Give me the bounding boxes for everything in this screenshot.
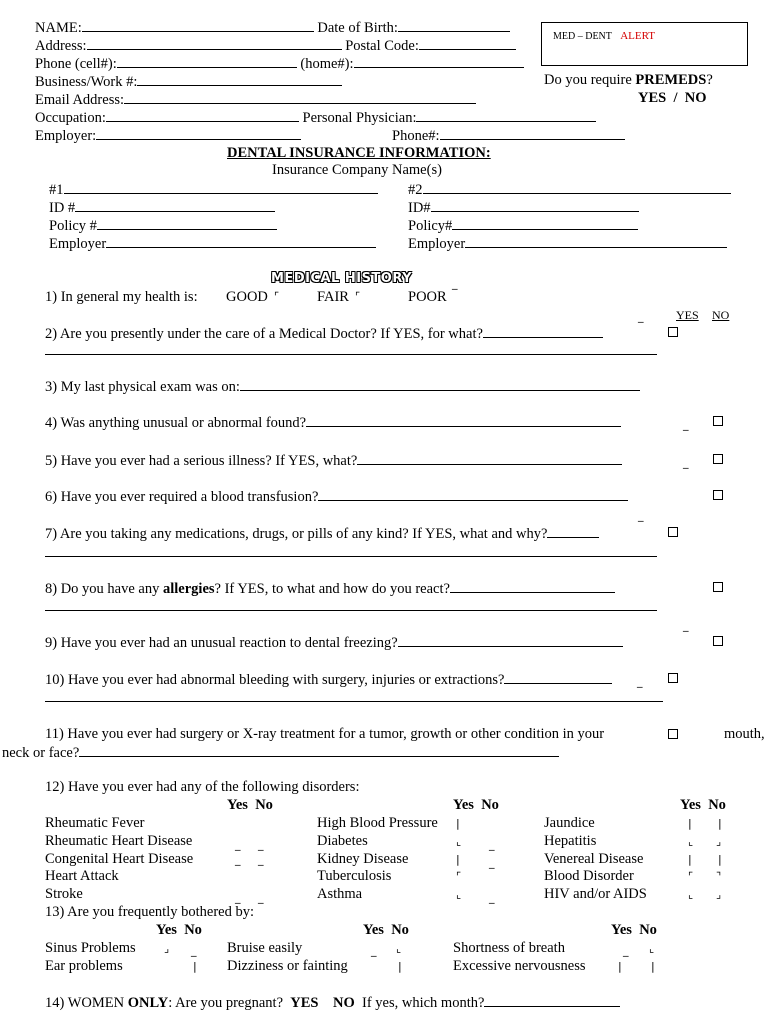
insurance-heading: DENTAL INSURANCE INFORMATION: bbox=[227, 145, 491, 161]
bother-shortness-of-breath: Shortness of breath bbox=[453, 940, 565, 956]
breath-no-checkbox[interactable]: ⌞ bbox=[649, 942, 655, 955]
q2-continuation-line[interactable] bbox=[45, 354, 657, 355]
email-label: Email Address: bbox=[35, 92, 125, 108]
no-column-header: NO bbox=[712, 308, 730, 322]
postal-label: Postal Code: bbox=[345, 38, 419, 54]
nervousness-yes-checkbox[interactable]: | bbox=[618, 960, 622, 973]
disorder-high-blood-pressure: High Blood Pressure bbox=[317, 815, 438, 831]
heart-attack-yes-checkbox[interactable]: ‾ bbox=[235, 863, 241, 876]
insurance-1-row: #1 bbox=[49, 180, 378, 199]
q5-yes-checkbox[interactable]: _ bbox=[683, 456, 689, 469]
ear-no-checkbox[interactable]: | bbox=[193, 960, 197, 973]
dob-field[interactable] bbox=[398, 18, 510, 32]
bother-ear-problems: Ear problems bbox=[45, 958, 123, 974]
bruise-yes-checkbox[interactable]: _ bbox=[371, 944, 377, 957]
disorder-congenital-heart-disease: Congenital Heart Disease bbox=[45, 851, 194, 867]
q11-field[interactable] bbox=[79, 743, 559, 757]
yes-column-header: YES bbox=[676, 308, 699, 322]
q8-continuation-line[interactable] bbox=[45, 610, 657, 611]
q13-col2-yes-no: Yes No bbox=[363, 922, 409, 938]
disorder-hepatitis: Hepatitis bbox=[544, 833, 597, 849]
hiv-no-checkbox[interactable]: ⌟ bbox=[716, 888, 722, 901]
q4-text: 4) Was anything unusual or abnormal found? bbox=[45, 413, 621, 432]
q14-month-field[interactable] bbox=[484, 993, 620, 1007]
q11-mouth-text: mouth, bbox=[724, 726, 765, 742]
occupation-row bbox=[35, 108, 596, 127]
address-row bbox=[35, 36, 516, 55]
venereal-no-checkbox[interactable]: | bbox=[718, 853, 722, 866]
dob-label: Date of Birth: bbox=[317, 20, 398, 36]
q10-text: 10) Have you ever had abnormal bleeding with surgery, injuries or extractions? bbox=[45, 670, 612, 689]
q5-field[interactable] bbox=[357, 451, 622, 465]
disorder-diabetes: Diabetes bbox=[317, 833, 368, 849]
occupation-field[interactable] bbox=[106, 108, 299, 122]
jaundice-yes-checkbox[interactable]: | bbox=[688, 817, 692, 830]
health-good-checkbox[interactable]: ⌜ bbox=[274, 290, 280, 303]
q12-col2-yes-no: Yes No bbox=[453, 797, 499, 813]
q8-no-checkbox[interactable] bbox=[713, 582, 723, 592]
health-poor-label: POOR bbox=[408, 289, 447, 305]
email-row bbox=[35, 90, 476, 109]
diabetes-yes-checkbox[interactable]: ⌞ bbox=[456, 835, 462, 848]
hepatitis-yes-checkbox[interactable]: ⌞ bbox=[688, 835, 694, 848]
policy-1-row: Policy # bbox=[49, 216, 277, 235]
disorder-rheumatic-heart-disease: Rheumatic Heart Disease bbox=[45, 833, 193, 849]
occupation-label: Occupation: bbox=[35, 110, 106, 126]
name-field[interactable] bbox=[82, 18, 314, 32]
disorder-jaundice: Jaundice bbox=[544, 815, 595, 831]
policy-2-row: Policy# bbox=[408, 216, 638, 235]
disorder-heart-attack: Heart Attack bbox=[45, 868, 119, 884]
phone-row bbox=[35, 54, 524, 73]
address-label: Address: bbox=[35, 38, 87, 54]
disorder-rheumatic-fever: Rheumatic Fever bbox=[45, 815, 145, 831]
blood-disorder-no-checkbox[interactable]: ⌝ bbox=[716, 870, 722, 883]
q6-text: 6) Have you ever required a blood transfusion? bbox=[45, 487, 628, 506]
address-field[interactable] bbox=[87, 36, 342, 50]
nervousness-no-checkbox[interactable]: | bbox=[651, 960, 655, 973]
q11-text: 11) Have you ever had surgery or X-ray treatment for a tumor, growth or other condition in your bbox=[45, 726, 605, 742]
blood-disorder-yes-checkbox[interactable]: ⌜ bbox=[688, 870, 694, 883]
employer-2-row: Employer bbox=[408, 234, 727, 253]
phone-cell-label: Phone (cell#): bbox=[35, 56, 117, 72]
disorder-tuberculosis: Tuberculosis bbox=[317, 868, 392, 884]
q9-field[interactable] bbox=[398, 633, 623, 647]
employer-phone-field[interactable] bbox=[440, 126, 625, 140]
q6-field[interactable] bbox=[318, 487, 628, 501]
physician-label: Personal Physician: bbox=[302, 110, 417, 126]
q11-no-checkbox[interactable] bbox=[668, 729, 678, 739]
insurance-2-row: #2 bbox=[408, 180, 731, 199]
employer-phone-label: Phone#: bbox=[392, 128, 440, 144]
health-fair-label: FAIR bbox=[317, 289, 349, 305]
q8-text: 8) Do you have any allergies? If YES, to what and how do you react? bbox=[45, 579, 615, 598]
tuberculosis-yes-checkbox[interactable]: ⌜ bbox=[456, 870, 462, 883]
employer-label: Employer: bbox=[35, 128, 97, 144]
high-bp-yes-checkbox[interactable]: | bbox=[456, 817, 460, 830]
q5-text: 5) Have you ever had a serious illness? If YES, what? bbox=[45, 451, 622, 470]
q14-row: 14) WOMEN ONLY: Are you pregnant? YES NO If yes, which month? bbox=[45, 993, 620, 1012]
q11-neck-row: neck or face? bbox=[2, 743, 559, 762]
name-label: NAME: bbox=[35, 20, 82, 36]
q9-no-checkbox[interactable] bbox=[713, 636, 723, 646]
stroke-no-checkbox[interactable]: _ bbox=[258, 891, 264, 904]
jaundice-no-checkbox[interactable]: | bbox=[718, 817, 722, 830]
employer-row bbox=[35, 126, 301, 145]
policy-1-field[interactable] bbox=[97, 216, 277, 230]
business-row bbox=[35, 72, 342, 91]
q10-yes-checkbox[interactable]: _ bbox=[637, 675, 643, 688]
q9-yes-checkbox[interactable]: ‾ bbox=[683, 629, 689, 642]
id-2-field[interactable] bbox=[431, 198, 639, 212]
venereal-yes-checkbox[interactable]: | bbox=[688, 853, 692, 866]
q12-text: 12) Have you ever had any of the following disorders: bbox=[45, 779, 360, 795]
kidney-yes-checkbox[interactable]: | bbox=[456, 853, 460, 866]
q3-field[interactable] bbox=[240, 377, 640, 391]
hepatitis-no-checkbox[interactable]: ⌟ bbox=[716, 835, 722, 848]
id-2-row: ID# bbox=[408, 198, 639, 217]
employer-field[interactable] bbox=[96, 126, 301, 140]
q13-col1-yes-no: Yes No bbox=[156, 922, 202, 938]
business-field[interactable] bbox=[137, 72, 342, 86]
name-row bbox=[35, 18, 510, 37]
medical-history-heading: MEDICAL HISTORY bbox=[271, 271, 413, 286]
q7-yes-checkbox[interactable]: ‾ bbox=[638, 519, 644, 532]
q2-no-checkbox[interactable] bbox=[668, 327, 678, 337]
q7-field[interactable] bbox=[547, 524, 599, 538]
disorder-blood-disorder: Blood Disorder bbox=[544, 868, 634, 884]
alert-prefix: MED – DENT bbox=[553, 31, 612, 42]
alert-word: ALERT bbox=[620, 30, 655, 42]
hiv-yes-checkbox[interactable]: ⌞ bbox=[688, 888, 694, 901]
premeds-options[interactable]: YES / NO bbox=[638, 90, 707, 106]
phone-cell-field[interactable] bbox=[117, 54, 297, 68]
q1-text: 1) In general my health is: bbox=[45, 289, 198, 305]
heart-attack-no-checkbox[interactable]: ‾ bbox=[258, 863, 264, 876]
sinus-no-checkbox[interactable]: _ bbox=[191, 944, 197, 957]
disorder-stroke: Stroke bbox=[45, 886, 83, 902]
bother-sinus-problems: Sinus Problems bbox=[45, 940, 136, 956]
q13-text: 13) Are you frequently bothered by: bbox=[45, 904, 254, 920]
bother-dizziness: Dizziness or fainting bbox=[227, 958, 348, 974]
employer-2-field[interactable] bbox=[465, 234, 727, 248]
q5-no-checkbox[interactable] bbox=[713, 454, 723, 464]
disorder-kidney-disease: Kidney Disease bbox=[317, 851, 409, 867]
q9-text: 9) Have you ever had an unusual reaction to dental freezing? bbox=[45, 633, 623, 652]
email-field[interactable] bbox=[124, 90, 476, 104]
postal-field[interactable] bbox=[419, 36, 516, 50]
q2-text: 2) Are you presently under the care of a Medical Doctor? If YES, for what? bbox=[45, 324, 603, 343]
employer-phone-row bbox=[392, 126, 625, 145]
phone-home-label: (home#): bbox=[300, 56, 354, 72]
business-label: Business/Work #: bbox=[35, 74, 138, 90]
physician-field[interactable] bbox=[416, 108, 596, 122]
health-poor-checkbox[interactable]: ‾ bbox=[452, 287, 458, 300]
employer-1-field[interactable] bbox=[106, 234, 376, 248]
q14-no-option[interactable]: NO bbox=[333, 995, 355, 1011]
q4-yes-checkbox[interactable]: _ bbox=[683, 418, 689, 431]
health-good-label: GOOD bbox=[226, 289, 268, 305]
q6-no-checkbox[interactable] bbox=[713, 490, 723, 500]
phone-home-field[interactable] bbox=[354, 54, 524, 68]
q3-text: 3) My last physical exam was on: bbox=[45, 377, 640, 396]
employer-1-row: Employer bbox=[49, 234, 376, 253]
q10-field[interactable] bbox=[504, 670, 612, 684]
q12-col3-yes-no: Yes No bbox=[680, 797, 726, 813]
insurance-company-names: Insurance Company Name(s) bbox=[272, 162, 442, 178]
health-fair-checkbox[interactable]: ⌜ bbox=[355, 290, 361, 303]
insurance-1-field[interactable] bbox=[64, 180, 378, 194]
med-dent-alert-box bbox=[541, 22, 748, 66]
bruise-no-checkbox[interactable]: ⌞ bbox=[396, 942, 402, 955]
sinus-yes-checkbox[interactable]: ⌟ bbox=[164, 942, 170, 955]
q7-no-checkbox[interactable] bbox=[668, 527, 678, 537]
q13-col3-yes-no: Yes No bbox=[611, 922, 657, 938]
breath-yes-checkbox[interactable]: _ bbox=[623, 944, 629, 957]
asthma-no-checkbox[interactable]: _ bbox=[489, 891, 495, 904]
q2-field[interactable] bbox=[483, 324, 603, 338]
asthma-yes-checkbox[interactable]: ⌞ bbox=[456, 888, 462, 901]
id-1-field[interactable] bbox=[75, 198, 275, 212]
rheumatic-heart-no-checkbox[interactable]: _ bbox=[258, 838, 264, 851]
bother-excessive-nervousness: Excessive nervousness bbox=[453, 958, 586, 974]
policy-2-field[interactable] bbox=[452, 216, 638, 230]
insurance-2-field[interactable] bbox=[423, 180, 731, 194]
q4-field[interactable] bbox=[306, 413, 621, 427]
tuberculosis-no-checkbox[interactable]: ‾ bbox=[489, 866, 495, 879]
disorder-asthma: Asthma bbox=[317, 886, 363, 902]
premeds-question: Do you require PREMEDS? bbox=[544, 72, 713, 88]
bother-bruise-easily: Bruise easily bbox=[227, 940, 303, 956]
q2-yes-checkbox[interactable]: ‾ bbox=[638, 320, 644, 333]
q14-yes-option[interactable]: YES bbox=[290, 995, 319, 1011]
q10-continuation-line[interactable] bbox=[45, 701, 663, 702]
dizziness-no-checkbox[interactable]: | bbox=[398, 960, 402, 973]
disorder-hiv-aids: HIV and/or AIDS bbox=[544, 886, 647, 902]
diabetes-no-checkbox[interactable]: _ bbox=[489, 838, 495, 851]
q4-no-checkbox[interactable] bbox=[713, 416, 723, 426]
rheumatic-heart-yes-checkbox[interactable]: _ bbox=[235, 838, 241, 851]
q7-text: 7) Are you taking any medications, drugs, or pills of any kind? If YES, what and why? bbox=[45, 524, 599, 543]
disorder-venereal-disease: Venereal Disease bbox=[544, 851, 644, 867]
q12-col1-yes-no: Yes No bbox=[227, 797, 273, 813]
q8-field[interactable] bbox=[450, 579, 615, 593]
id-1-row: ID # bbox=[49, 198, 275, 217]
q7-continuation-line[interactable] bbox=[45, 556, 657, 557]
q10-no-checkbox[interactable] bbox=[668, 673, 678, 683]
stroke-yes-checkbox[interactable]: _ bbox=[235, 891, 241, 904]
